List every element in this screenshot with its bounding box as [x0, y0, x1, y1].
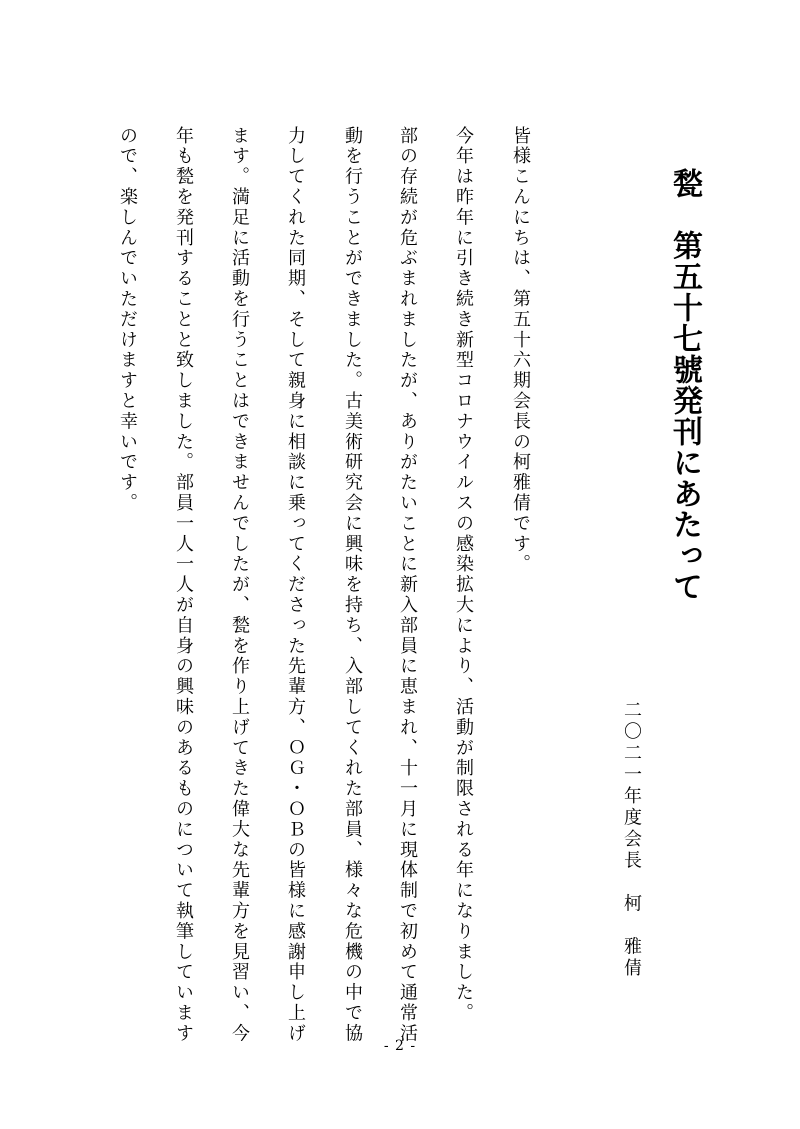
page-number: - 2 -: [383, 1038, 417, 1054]
body-line: 動を行うことができました。古美術研究会に興味を持ち、入部してくれた部員、様々な危機の中で協: [342, 126, 363, 1044]
body-line: ます。満足に活動を行うことはできませんでしたが、甃を作り上げてきた偉大な先輩方を見習い、今: [229, 126, 250, 1044]
body-line: 皆様こんにちは、第五十六期会長の柯雅倩です。: [510, 126, 531, 575]
body-line: ので、楽しんでいただけますと幸いです。: [117, 126, 138, 514]
body-line: 今年は昨年に引き続き新型コロナウイルスの感染拡大により、活動が制限される年になりました。: [453, 126, 474, 1024]
author-signature: 二〇二一年度会長 柯 雅倩: [621, 700, 642, 980]
body-line: 部の存続が危ぶまれましたが、ありがたいことに新入部員に恵まれ、十一月に現体制で初めて通常活: [397, 126, 418, 1044]
document-title: 甃 第五十七號発刊にあたって: [667, 168, 702, 602]
body-line: 年も甃を発刊することと致しました。部員一人一人が自身の興味のあるものについて執筆しています: [173, 126, 194, 1044]
body-line: 力してくれた同期、そして親身に相談に乗ってくださった先輩方、ＯＧ・ＯＢの皆様に感謝申し上げ: [285, 126, 306, 1044]
